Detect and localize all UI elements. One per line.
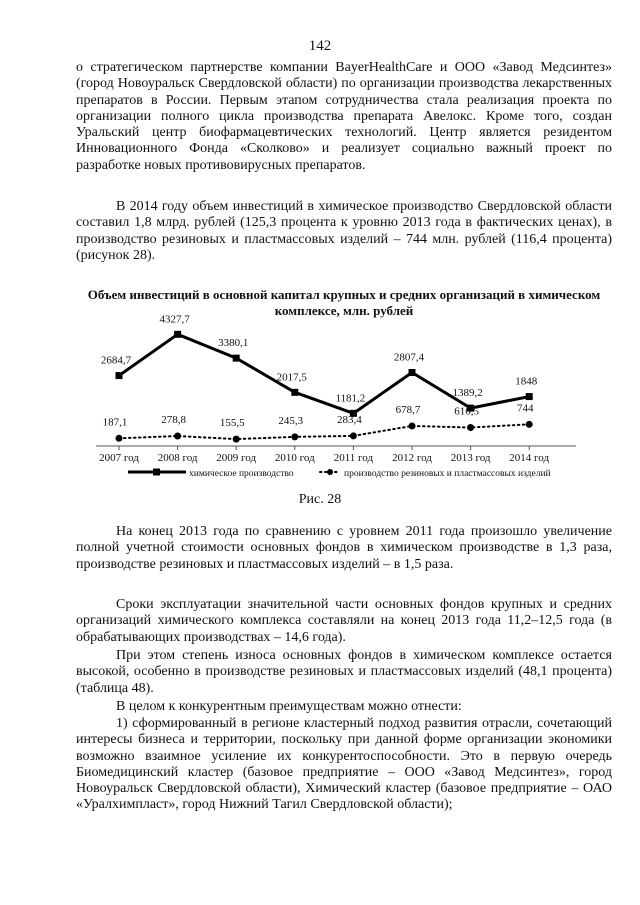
x-tick-label: 2013 год: [450, 452, 491, 464]
legend-chemical-label: химическое производство: [189, 469, 294, 479]
series-chemical-value-label: 2017,5: [276, 371, 307, 384]
figure-caption: Рис. 28: [298, 492, 342, 507]
series-rubber-plastic-value-label: 187,1: [102, 416, 128, 429]
series-rubber-plastic-point: [350, 432, 357, 439]
investment-line-chart: [76, 313, 576, 482]
x-tick-label: 2009 год: [216, 452, 257, 464]
chart-title: Объем инвестиций в основной капитал крупных и средних организаций в химическом комплексе, млн. рублей: [87, 287, 601, 318]
paragraph-advantage-1: 1) сформированный в регионе кластерный подход развития отрасли, сочетающий интересы бизнеса и территории, поскольку при данной форме организации экономики возможно взаимное усиление их конкурентоспособности. Это в первую очередь Биомедицинский кластер (базовое предприятие – ООО «Завод Медсинтез», город Новоуральск Свердловской области), Химический кластер (базовое предприятие – ОАО «Уралхимпласт», город Нижний Тагил Свердловской области);: [76, 716, 612, 813]
series-chemical-value-label: 1389,2: [452, 387, 483, 400]
legend-chemical-swatch-marker: [153, 469, 160, 476]
series-chemical-point: [526, 393, 533, 400]
legend-rubber-plastic-swatch-marker: [327, 469, 333, 475]
series-rubber-plastic-point: [409, 422, 416, 429]
page-number: 142: [308, 38, 332, 54]
series-chemical-point: [291, 389, 298, 396]
series-chemical-point: [174, 331, 181, 338]
series-rubber-plastic-point: [526, 421, 533, 428]
paragraph-service-life: Сроки эксплуатации значительной части основных фондов крупных и средних организаций химического комплекса составляли на конец 2013 года 11,2–12,5 года (в обрабатывающих производствах – 14,6 года).: [76, 597, 612, 645]
paragraph-fixed-assets: На конец 2013 года по сравнению с уровнем 2011 года произошло увеличение полной учетной стоимости основных фондов в химическом производстве в 1,3 раза, производстве резиновых и пластмассовых изделий – в 1,5 раза.: [76, 524, 612, 572]
series-chemical-point: [409, 369, 416, 376]
series-rubber-plastic-value-label: 155,5: [219, 417, 245, 430]
x-tick-label: 2012 год: [392, 452, 432, 464]
series-rubber-plastic-point: [116, 435, 123, 442]
series-rubber-plastic-value-label: 283,4: [337, 413, 362, 426]
series-rubber-plastic-value-label: 616,5: [454, 405, 479, 418]
paragraph-wear: При этом степень износа основных фондов в химическом комплексе остается высокой, особенно в производстве резиновых и пластмассовых изделий (48,1 процента) (таблица 48).: [76, 648, 612, 696]
x-tick-label: 2008 год: [157, 452, 198, 464]
paragraph-advantages-intro: В целом к конкурентным преимуществам можно отнести:: [116, 699, 462, 714]
x-tick-label: 2007 год: [99, 452, 139, 464]
paragraph-investment-2014: В 2014 году объем инвестиций в химическое производство Свердловской области составил 1,8 млрд. рублей (125,3 процента к уровню 2013 года в фактических ценах), в производство резиновых и пластмассовых изделий – 744 млн. рублей (116,4 процента) (рисунок 28).: [76, 199, 612, 263]
paragraph-partnership: о стратегическом партнерстве компании BayerHealthCare и ООО «Завод Медсинтез» (город Новоуральск Свердловской области) по организации производства лекарственных препаратов в России. Первым этапом сотрудничества стала реализация проекта по организации полного цикла производства препарата Авелокс. Кроме того, создан Уральский центр биофармацевтических технологий. Центр является резидентом Инновационного Фонда «Сколково» и реализует социально важный проект по разработке новых противовирусных препаратов.: [76, 60, 612, 173]
series-chemical-value-label: 1848: [515, 375, 538, 388]
x-tick-label: 2010 год: [274, 452, 315, 464]
series-chemical-point: [233, 355, 240, 362]
series-rubber-plastic-value-label: 245,3: [278, 414, 304, 427]
series-chemical-value-label: 2684,7: [100, 354, 132, 367]
series-chemical-line: [119, 334, 529, 413]
series-rubber-plastic-point: [467, 424, 474, 431]
series-rubber-plastic-value-label: 678,7: [395, 403, 421, 416]
series-rubber-plastic-point: [174, 432, 181, 439]
x-tick-label: 2014 год: [509, 452, 550, 464]
series-rubber-plastic-point: [291, 433, 298, 440]
x-tick-label: 2011 год: [333, 452, 374, 464]
series-chemical-point: [116, 372, 123, 379]
legend-rubber-plastic-label: производство резиновых и пластмассовых изделий: [344, 469, 551, 479]
series-rubber-plastic-value-label: 744: [516, 402, 534, 415]
series-rubber-plastic-point: [233, 436, 240, 443]
series-rubber-plastic-value-label: 278,8: [161, 413, 186, 426]
series-chemical-value-label: 2807,4: [393, 351, 425, 364]
series-chemical-value-label: 3380,1: [218, 337, 249, 350]
series-chemical-value-label: 1181,2: [335, 392, 366, 405]
series-chemical-value-label: 4327,7: [159, 313, 190, 326]
